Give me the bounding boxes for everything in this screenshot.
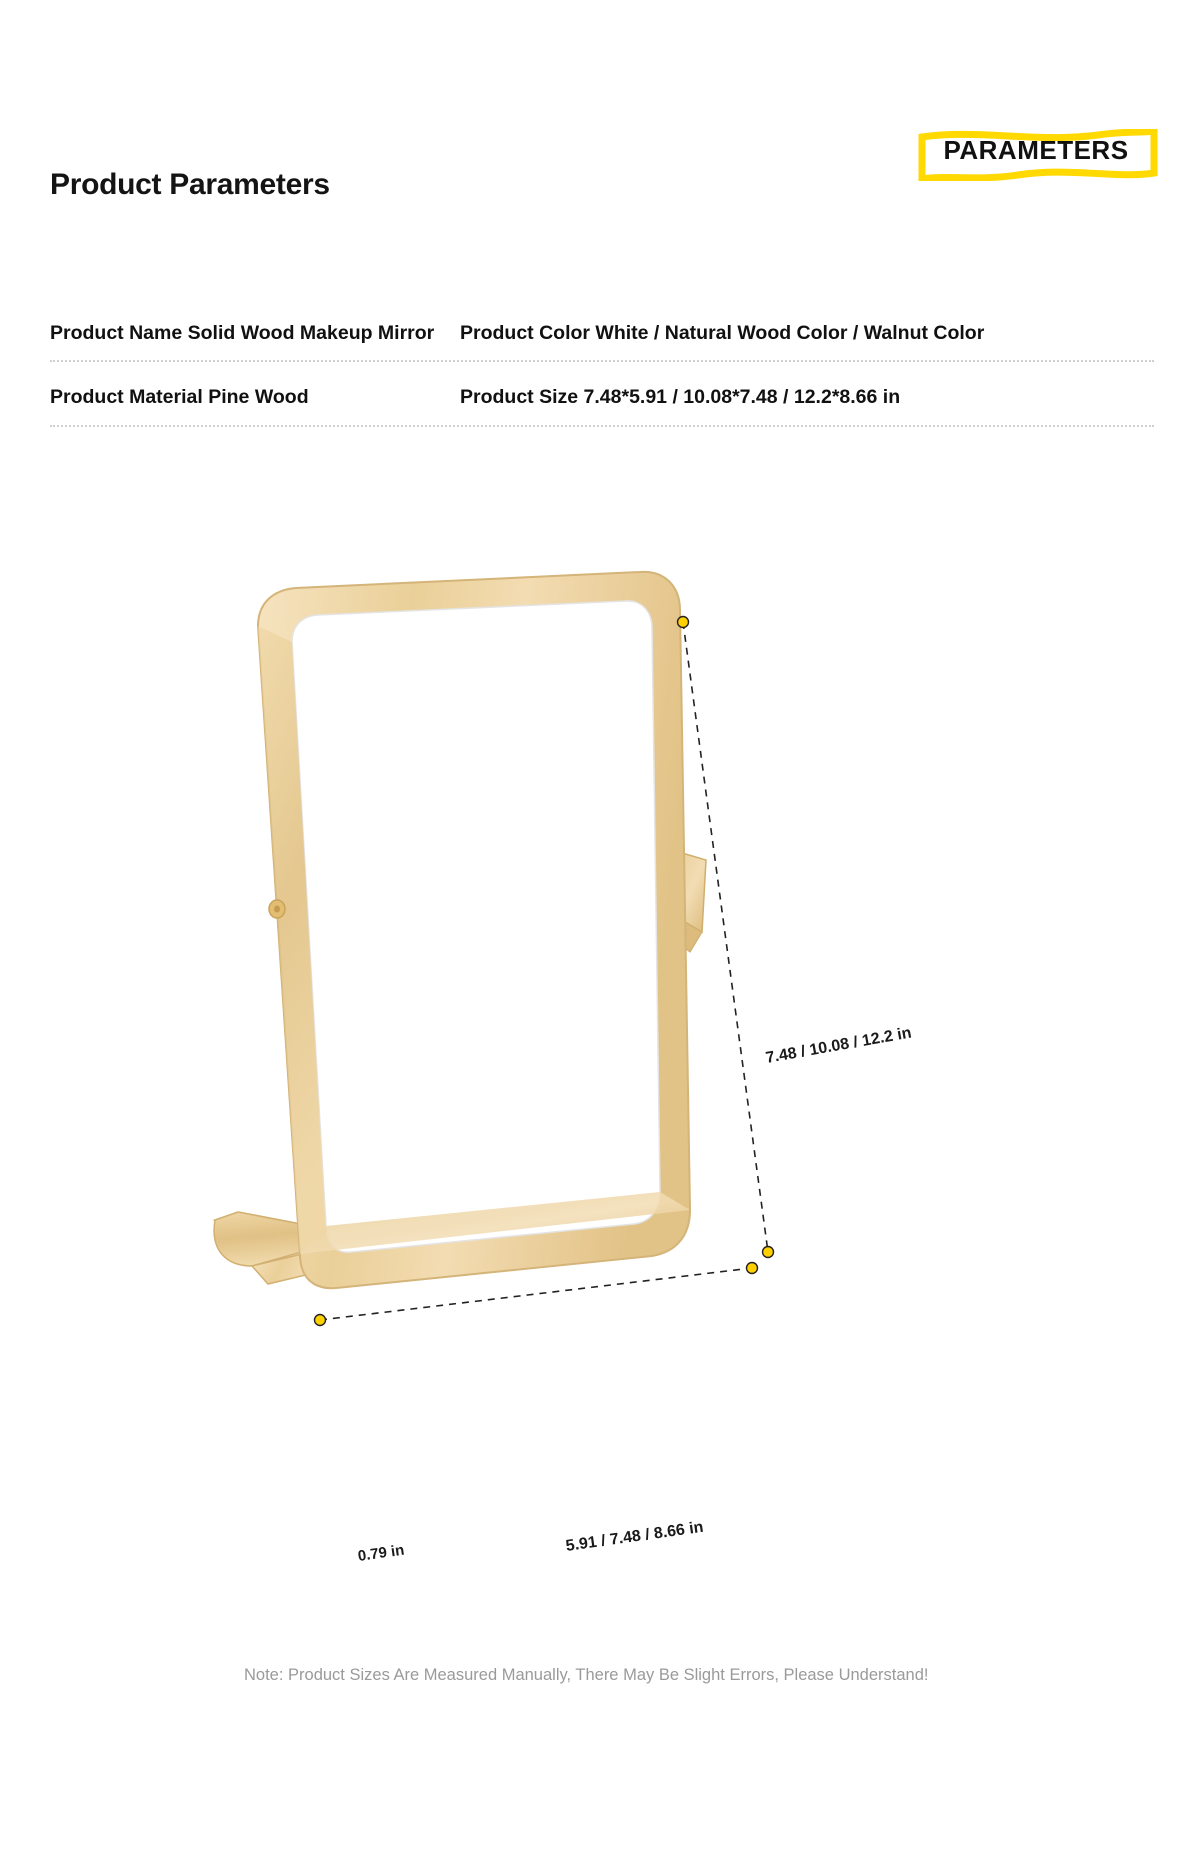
parameters-banner-label: PARAMETERS [943, 135, 1129, 165]
mirror-pivot-knob [269, 900, 285, 918]
parameters-banner [918, 129, 1158, 181]
spec-value-product-material: Pine Wood [208, 386, 309, 409]
dimension-label-width: 5.91 / 7.48 / 8.66 in [564, 1518, 705, 1555]
table-row [50, 320, 1154, 362]
spec-label-product-color: Product Color [460, 322, 590, 344]
spec-table [50, 320, 1154, 449]
spec-value-product-size: 7.48*5.91 / 10.08*7.48 / 12.2*8.66 in [583, 386, 901, 409]
spec-cell-product-name [50, 320, 460, 346]
spec-cell-product-color [460, 320, 1154, 346]
mirror-frame [258, 572, 690, 1288]
spec-label-product-size: Product Size [460, 386, 579, 409]
table-row [50, 384, 1154, 426]
spec-label-product-name: Product Name [50, 322, 183, 344]
dimension-label-height: 7.48 / 10.08 / 12.2 in [764, 1024, 913, 1067]
spec-cell-product-size [460, 384, 1154, 410]
spec-value-product-name: Solid Wood Makeup Mirror [187, 322, 435, 344]
page-title: Product Parameters [50, 168, 330, 201]
product-illustration [0, 560, 1200, 1390]
spec-cell-product-material [50, 384, 460, 410]
spec-label-product-material: Product Material [50, 386, 203, 409]
spec-value-product-color: White / Natural Wood Color / Walnut Color [595, 322, 985, 344]
dimension-label-depth: 0.79 in [356, 1541, 406, 1565]
measurement-note: Note: Product Sizes Are Measured Manually, There May Be Slight Errors, Please Understand! [244, 1666, 929, 1684]
